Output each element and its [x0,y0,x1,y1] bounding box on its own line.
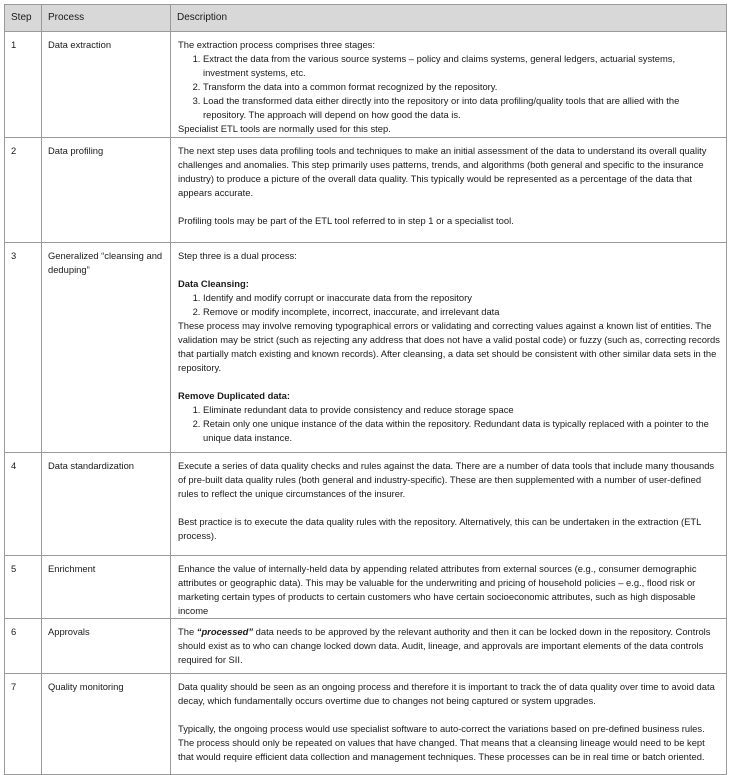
description-intro: Step three is a dual process: [178,250,297,261]
process-table [4,4,727,775]
step-number: 6 [5,619,42,674]
description-paragraph: Enhance the value of internally-held data by appending related attributes from external sources (e.g., consumer demographic attributes or geographic data). This may be valuable for the underwriting and pricing of household policies – e.g., flood risk or marketing certain types of products to certain customers who have certain socioeconomic attributes, such as high disposable income [178,563,697,616]
description-paragraph: The next step uses data profiling tools and techniques to make an initial assessment of the data to understand its overall quality challenges and anomalies. This step primarily uses patterns, trends, and algorithms (both general and specific to the insurance industry) to produce a picture of the overall data quality. This typically would be represented as a percentage of the data that appears accurate. [178,145,707,198]
process-name: Quality monitoring [42,674,171,775]
step-number: 7 [5,674,42,775]
table-row [5,138,727,243]
table-row [5,32,727,138]
table-row [5,556,727,619]
process-name: Data extraction [42,32,171,138]
table-row [5,674,727,775]
table-row [5,453,727,556]
process-table-container [4,4,726,775]
process-name: Generalized “cleansing and deduping” [42,243,171,453]
step-number: 3 [5,243,42,453]
step-number: 1 [5,32,42,138]
description-cell [171,619,727,674]
step-number: 4 [5,453,42,556]
list-item: 3. Load the transformed data either directly into the repository or into data profiling/quality tools that are allied with the repository. The approach will depend on how good the data is. [203,94,720,122]
description-intro: The extraction process comprises three stages: [178,39,375,50]
description-outro: Specialist ETL tools are normally used for this step. [178,123,391,134]
description-paragraph: Execute a series of data quality checks and rules against the data. There are a number of data tools that include many thousands of pre-built data quality rules (both general and industry-specific). These are then supplemented with a number of user-defined rules to reflect the unique circumstances of the insurer. [178,460,715,499]
process-name: Data profiling [42,138,171,243]
description-paragraph: Typically, the ongoing process would use specialist software to auto-correct the variations based on pre-defined business rules. The process should only be repeated on values that have changed. That means that a cleansing lineage would need to be kept that would require efficient data collection and management techniques. These processes can be in real time or batch oriented. [178,723,705,762]
description-cell [171,243,727,453]
process-name: Approvals [42,619,171,674]
list-item: 1. Identify and modify corrupt or inaccurate data from the repository [203,291,720,305]
numbered-list [178,291,720,319]
description-cell [171,453,727,556]
description-cell [171,138,727,243]
description-cell [171,32,727,138]
text-rest: data needs to be approved by the relevant authority and then it can be locked down in the repository. Controls should exist as to who can change locked down data. Audit, lineage, and approvals are important elements of the data controls required for SII. [178,626,711,665]
description-cell [171,674,727,775]
subheading-data-cleansing: Data Cleansing: [178,278,249,289]
description-cell [171,556,727,619]
table-row [5,243,727,453]
list-item: 2. Transform the data into a common format recognized by the repository. [203,80,720,94]
text-lead: The [178,626,197,637]
header-process: Process [42,5,171,32]
description-paragraph: Data quality should be seen as an ongoing process and therefore it is important to track the of data quality over time to avoid data decay, which fundamentally occurs overtime due to changes not being captured or system upgrades. [178,681,715,706]
step-number: 5 [5,556,42,619]
description-paragraph [178,625,720,667]
numbered-list [178,52,720,122]
step-number: 2 [5,138,42,243]
table-header-row [5,5,727,32]
list-item: 2. Remove or modify incomplete, incorrect, inaccurate, and irrelevant data [203,305,720,319]
description-paragraph: Best practice is to execute the data quality rules with the repository. Alternatively, this can be undertaken in the extraction (ETL process). [178,516,702,541]
process-name: Data standardization [42,453,171,556]
description-paragraph: Profiling tools may be part of the ETL tool referred to in step 1 or a specialist tool. [178,215,514,226]
description-paragraph: These process may involve removing typographical errors or validating and correcting values against a known list of entities. The validation may be strict (such as rejecting any address that does not have a valid postal code) or fuzzy (such as, correcting records that partially match existing and known records). After cleansing, a data set should be consistent with other similar data sets in the repository. [178,320,720,373]
subheading-remove-duplicated: Remove Duplicated data: [178,390,291,401]
process-name: Enrichment [42,556,171,619]
list-item: 1. Eliminate redundant data to provide consistency and reduce storage space [203,403,720,417]
table-row [5,619,727,674]
emphasis-processed: “processed” [196,626,254,637]
header-description: Description [171,5,727,32]
numbered-list [178,403,720,445]
list-item: 1. Extract the data from the various source systems – policy and claims systems, general ledgers, actuarial systems, investment systems, etc. [203,52,720,80]
header-step: Step [5,5,42,32]
list-item: 2. Retain only one unique instance of the data within the repository. Redundant data is typically replaced with a pointer to the unique data instance. [203,417,720,445]
